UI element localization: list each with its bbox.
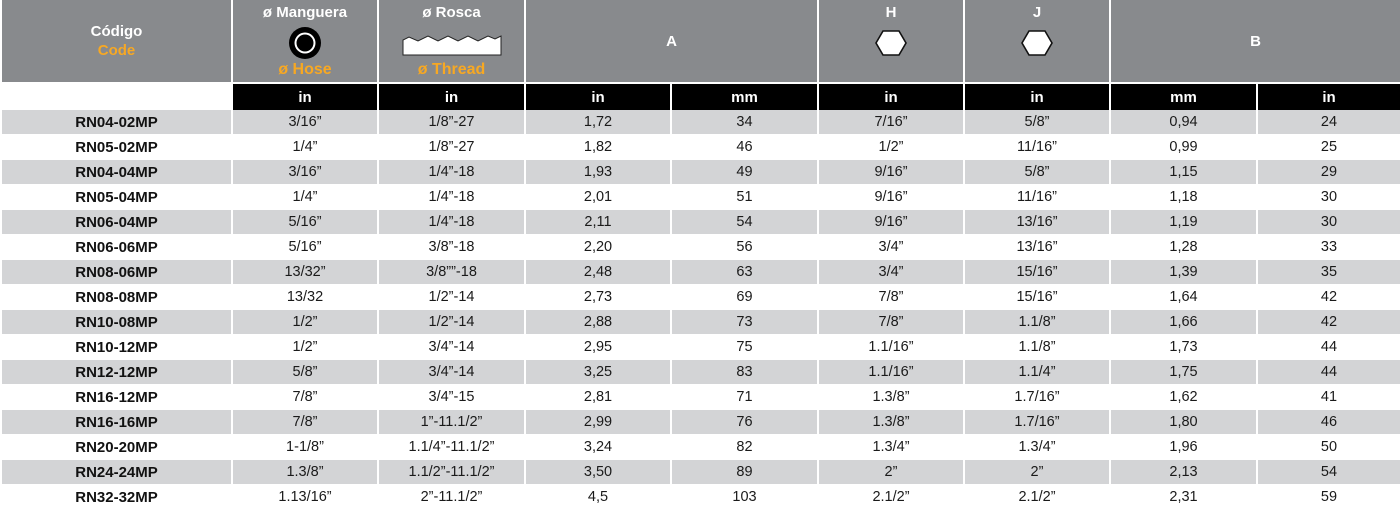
cell-thread: 3/8”-18: [379, 235, 524, 260]
cell-b_mm: 1,39: [1111, 260, 1256, 285]
cell-j_in: 1.1/4”: [965, 360, 1109, 385]
table-row: [2, 110, 1400, 135]
cell-b_mm: 1,19: [1111, 210, 1256, 235]
table-row: [2, 460, 1400, 485]
cell-a_mm: 103: [672, 485, 817, 510]
cell-b_mm: 0,99: [1111, 135, 1256, 160]
cell-b_mm: 1,64: [1111, 285, 1256, 310]
cell-thread: 2”-11.1/2”: [379, 485, 524, 510]
table-row: [2, 160, 1400, 185]
cell-b_mm: 1,28: [1111, 235, 1256, 260]
cell-j_in: 2”: [965, 460, 1109, 485]
cell-b_in: 30: [1258, 185, 1400, 210]
cell-hose: 5/8”: [233, 360, 377, 385]
cell-thread: 1/8”-27: [379, 135, 524, 160]
cell-a_in: 1,82: [526, 135, 670, 160]
cell-a_mm: 51: [672, 185, 817, 210]
cell-hose: 7/8”: [233, 385, 377, 410]
thread-header: [379, 0, 524, 82]
cell-h_in: 3/4”: [819, 235, 963, 260]
cell-j_in: 1.3/4”: [965, 435, 1109, 460]
cell-b_mm: 0,94: [1111, 110, 1256, 135]
cell-b_in: 44: [1258, 335, 1400, 360]
cell-code: RN06-06MP: [2, 235, 231, 260]
cell-thread: 1.1/4”-11.1/2”: [379, 435, 524, 460]
cell-h_in: 1.3/8”: [819, 410, 963, 435]
cell-b_in: 29: [1258, 160, 1400, 185]
cell-code: RN16-12MP: [2, 385, 231, 410]
cell-b_in: 59: [1258, 485, 1400, 510]
cell-code: RN10-08MP: [2, 310, 231, 335]
cell-a_in: 2,01: [526, 185, 670, 210]
cell-a_mm: 34: [672, 110, 817, 135]
cell-b_in: 44: [1258, 360, 1400, 385]
cell-h_in: 1/2”: [819, 135, 963, 160]
cell-j_in: 2.1/2”: [965, 485, 1109, 510]
code-header: [2, 0, 231, 82]
cell-a_in: 3,24: [526, 435, 670, 460]
cell-h_in: 9/16”: [819, 185, 963, 210]
cell-hose: 3/16”: [233, 110, 377, 135]
cell-j_in: 1.1/8”: [965, 335, 1109, 360]
cell-b_mm: 1,66: [1111, 310, 1256, 335]
cell-thread: 3/8””-18: [379, 260, 524, 285]
cell-thread: 1/4”-18: [379, 185, 524, 210]
cell-b_in: 41: [1258, 385, 1400, 410]
hose-header: [233, 0, 377, 82]
table-row: [2, 335, 1400, 360]
cell-a_in: 2,88: [526, 310, 670, 335]
unit-cell: in: [819, 82, 963, 110]
units-blank: [2, 82, 231, 110]
cell-b_in: 46: [1258, 410, 1400, 435]
cell-hose: 1/4”: [233, 135, 377, 160]
cell-j_in: 5/8”: [965, 110, 1109, 135]
unit-cell: mm: [672, 82, 817, 110]
cell-b_mm: 2,31: [1111, 485, 1256, 510]
cell-b_mm: 1,62: [1111, 385, 1256, 410]
cell-b_mm: 1,15: [1111, 160, 1256, 185]
cell-thread: 3/4”-14: [379, 335, 524, 360]
unit-cell: in: [379, 82, 524, 110]
cell-hose: 1-1/8”: [233, 435, 377, 460]
cell-a_mm: 54: [672, 210, 817, 235]
cell-b_in: 54: [1258, 460, 1400, 485]
cell-b_in: 42: [1258, 285, 1400, 310]
table-row: [2, 260, 1400, 285]
header-row: [2, 0, 1400, 82]
cell-b_mm: 1,73: [1111, 335, 1256, 360]
table-row: [2, 210, 1400, 235]
hexagon-icon: [1021, 30, 1053, 56]
cell-h_in: 1.3/8”: [819, 385, 963, 410]
unit-cell: mm: [1111, 82, 1256, 110]
cell-j_in: 13/16”: [965, 235, 1109, 260]
cell-a_mm: 89: [672, 460, 817, 485]
cell-a_in: 2,11: [526, 210, 670, 235]
table-row: [2, 410, 1400, 435]
code-header-en: Code: [97, 42, 136, 59]
cell-hose: 1.13/16”: [233, 485, 377, 510]
cell-code: RN04-04MP: [2, 160, 231, 185]
cell-h_in: 3/4”: [819, 260, 963, 285]
cell-j_in: 15/16”: [965, 260, 1109, 285]
cell-thread: 1”-11.1/2”: [379, 410, 524, 435]
cell-a_in: 2,20: [526, 235, 670, 260]
cell-h_in: 9/16”: [819, 210, 963, 235]
cell-b_mm: 1,80: [1111, 410, 1256, 435]
unit-cell: in: [965, 82, 1109, 110]
cell-code: RN10-12MP: [2, 335, 231, 360]
cell-b_in: 35: [1258, 260, 1400, 285]
cell-h_in: 1.1/16”: [819, 335, 963, 360]
hose-ring-icon: [288, 26, 322, 60]
cell-thread: 3/4”-15: [379, 385, 524, 410]
cell-b_mm: 2,13: [1111, 460, 1256, 485]
code-header-pt: Código: [90, 23, 143, 40]
cell-code: RN05-04MP: [2, 185, 231, 210]
cell-hose: 1.3/8”: [233, 460, 377, 485]
table-row: [2, 385, 1400, 410]
cell-j_in: 11/16”: [965, 135, 1109, 160]
cell-b_in: 30: [1258, 210, 1400, 235]
cell-a_in: 1,72: [526, 110, 670, 135]
cell-j_in: 1.7/16”: [965, 410, 1109, 435]
cell-a_in: 3,25: [526, 360, 670, 385]
cell-b_in: 25: [1258, 135, 1400, 160]
cell-a_in: 1,93: [526, 160, 670, 185]
h-header: [819, 0, 963, 82]
hexagon-icon: [875, 30, 907, 56]
cell-code: RN08-08MP: [2, 285, 231, 310]
cell-j_in: 1.1/8”: [965, 310, 1109, 335]
table-row: [2, 185, 1400, 210]
cell-b_mm: 1,75: [1111, 360, 1256, 385]
cell-hose: 5/16”: [233, 210, 377, 235]
cell-a_in: 3,50: [526, 460, 670, 485]
cell-a_in: 2,81: [526, 385, 670, 410]
hose-header-pt: ø Manguera: [262, 4, 348, 21]
thread-header-pt: ø Rosca: [422, 4, 481, 21]
hose-header-en: ø Hose: [278, 61, 332, 78]
table-row: [2, 135, 1400, 160]
unit-cell: in: [1258, 82, 1400, 110]
unit-cell: in: [526, 82, 670, 110]
h-header-label: H: [885, 4, 897, 21]
cell-b_mm: 1,18: [1111, 185, 1256, 210]
cell-a_mm: 46: [672, 135, 817, 160]
table-row: [2, 310, 1400, 335]
j-header-label: J: [1032, 4, 1042, 21]
a-header: A: [526, 0, 817, 82]
table-row: [2, 235, 1400, 260]
cell-j_in: 13/16”: [965, 210, 1109, 235]
cell-hose: 1/2”: [233, 335, 377, 360]
cell-j_in: 5/8”: [965, 160, 1109, 185]
cell-h_in: 1.3/4”: [819, 435, 963, 460]
cell-code: RN12-12MP: [2, 360, 231, 385]
cell-a_mm: 71: [672, 385, 817, 410]
cell-h_in: 7/16”: [819, 110, 963, 135]
cell-code: RN08-06MP: [2, 260, 231, 285]
cell-a_in: 2,99: [526, 410, 670, 435]
cell-a_mm: 56: [672, 235, 817, 260]
cell-hose: 7/8”: [233, 410, 377, 435]
cell-hose: 3/16”: [233, 160, 377, 185]
cell-a_mm: 82: [672, 435, 817, 460]
cell-h_in: 2”: [819, 460, 963, 485]
cell-a_mm: 75: [672, 335, 817, 360]
table-row: [2, 360, 1400, 385]
table-row: [2, 435, 1400, 460]
units-row: [2, 82, 1400, 110]
cell-a_mm: 69: [672, 285, 817, 310]
cell-a_in: 2,95: [526, 335, 670, 360]
j-header: [965, 0, 1109, 82]
cell-h_in: 1.1/16”: [819, 360, 963, 385]
cell-b_in: 33: [1258, 235, 1400, 260]
cell-hose: 1/4”: [233, 185, 377, 210]
cell-code: RN16-16MP: [2, 410, 231, 435]
cell-h_in: 2.1/2”: [819, 485, 963, 510]
cell-hose: 13/32: [233, 285, 377, 310]
cell-j_in: 11/16”: [965, 185, 1109, 210]
table-row: [2, 485, 1400, 510]
cell-a_in: 4,5: [526, 485, 670, 510]
cell-a_mm: 76: [672, 410, 817, 435]
cell-code: RN24-24MP: [2, 460, 231, 485]
cell-thread: 1.1/2”-11.1/2”: [379, 460, 524, 485]
b-header: B: [1111, 0, 1400, 82]
cell-hose: 13/32”: [233, 260, 377, 285]
cell-b_in: 42: [1258, 310, 1400, 335]
cell-thread: 1/2”-14: [379, 285, 524, 310]
cell-a_in: 2,48: [526, 260, 670, 285]
cell-a_mm: 73: [672, 310, 817, 335]
cell-thread: 1/4”-18: [379, 210, 524, 235]
table-row: [2, 285, 1400, 310]
cell-thread: 1/8”-27: [379, 110, 524, 135]
cell-j_in: 15/16”: [965, 285, 1109, 310]
cell-code: RN32-32MP: [2, 485, 231, 510]
cell-b_mm: 1,96: [1111, 435, 1256, 460]
cell-h_in: 7/8”: [819, 310, 963, 335]
cell-a_mm: 83: [672, 360, 817, 385]
cell-code: RN05-02MP: [2, 135, 231, 160]
cell-h_in: 9/16”: [819, 160, 963, 185]
cell-j_in: 1.7/16”: [965, 385, 1109, 410]
cell-a_mm: 63: [672, 260, 817, 285]
thread-header-en: ø Thread: [417, 61, 486, 78]
cell-thread: 1/2”-14: [379, 310, 524, 335]
cell-h_in: 7/8”: [819, 285, 963, 310]
cell-a_mm: 49: [672, 160, 817, 185]
unit-cell: in: [233, 82, 377, 110]
cell-a_in: 2,73: [526, 285, 670, 310]
cell-thread: 3/4”-14: [379, 360, 524, 385]
cell-b_in: 24: [1258, 110, 1400, 135]
cell-code: RN06-04MP: [2, 210, 231, 235]
thread-profile-icon: [402, 30, 502, 56]
cell-hose: 1/2”: [233, 310, 377, 335]
cell-b_in: 50: [1258, 435, 1400, 460]
cell-hose: 5/16”: [233, 235, 377, 260]
cell-code: RN20-20MP: [2, 435, 231, 460]
cell-thread: 1/4”-18: [379, 160, 524, 185]
cell-code: RN04-02MP: [2, 110, 231, 135]
